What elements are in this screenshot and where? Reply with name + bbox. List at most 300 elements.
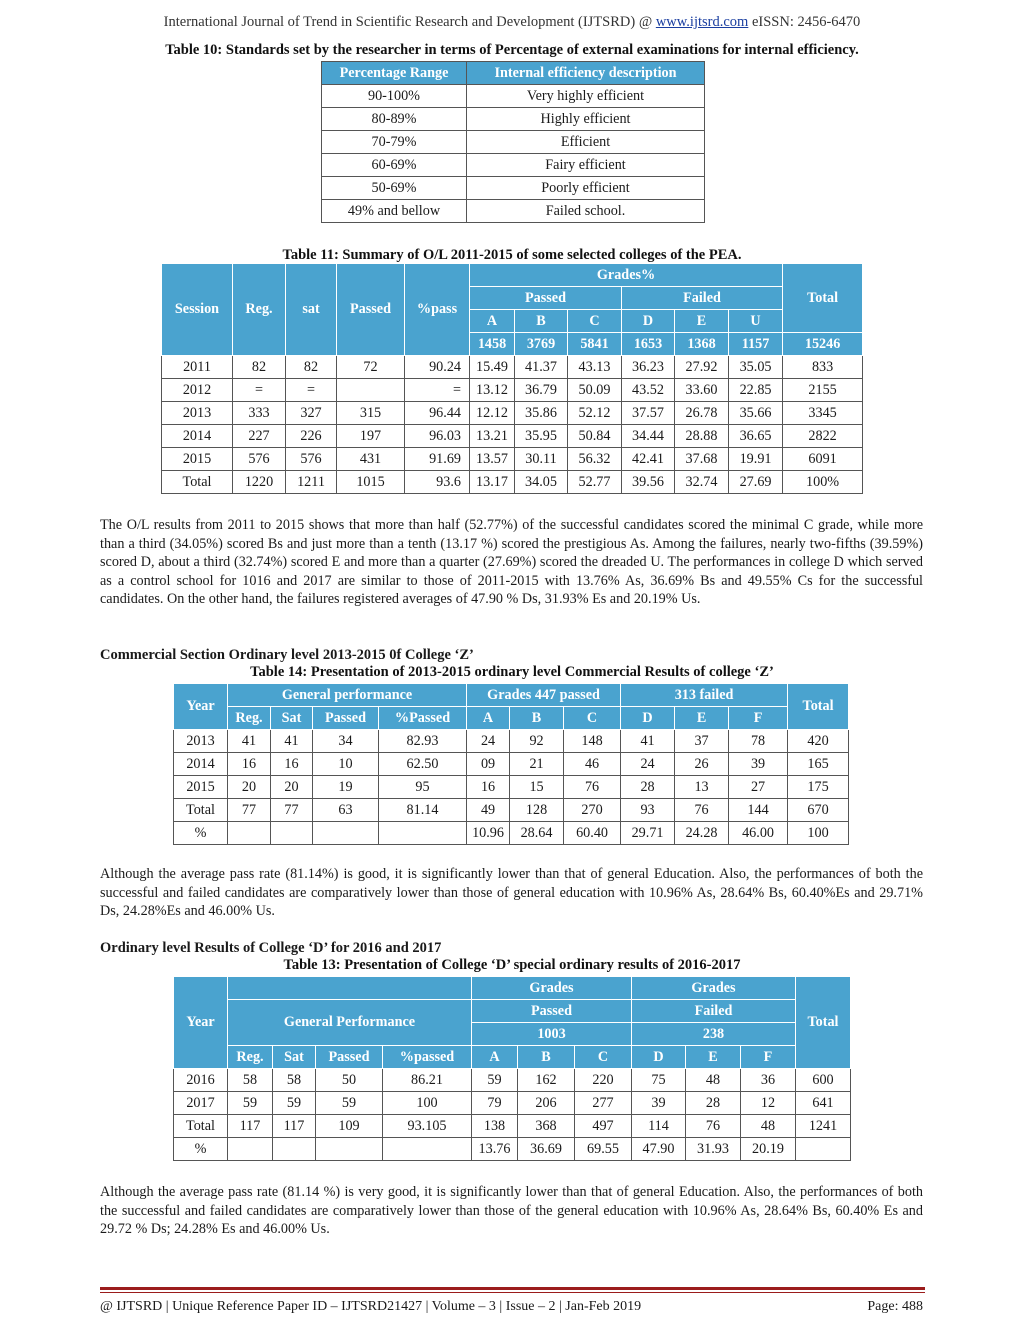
table-cell: 59 <box>316 1092 383 1115</box>
table-cell: 2015 <box>174 776 228 799</box>
table-cell: 333 <box>233 402 286 425</box>
table-cell: 96.44 <box>405 402 470 425</box>
section-commercial: Commercial Section Ordinary level 2013-2015 0f College ‘Z’ <box>100 647 474 663</box>
table-cell: 10.96 <box>467 822 510 845</box>
table-cell: 34 <box>313 730 379 753</box>
table-cell: 13.17 <box>470 471 515 494</box>
table-cell: 76 <box>564 776 621 799</box>
table-cell: 19.91 <box>729 448 783 471</box>
column-group-header: General performance <box>228 684 467 707</box>
table-cell: 75 <box>632 1069 686 1092</box>
column-header: C <box>575 1046 632 1069</box>
table14 <box>173 683 849 845</box>
column-header: Sat <box>273 1046 316 1069</box>
table-cell: 52.12 <box>568 402 622 425</box>
table-cell: 2013 <box>162 402 233 425</box>
table-header-row <box>162 264 863 287</box>
table-cell: 6091 <box>783 448 863 471</box>
column-header: Total <box>796 977 851 1069</box>
table-cell: 93 <box>621 799 675 822</box>
table-cell: 49 <box>467 799 510 822</box>
table10 <box>321 61 705 223</box>
column-header: Total <box>783 264 863 333</box>
column-header: sat <box>286 264 337 356</box>
grade-header: U <box>729 310 783 333</box>
table-cell: 35.05 <box>729 356 783 379</box>
table-cell: 92 <box>510 730 564 753</box>
table-cell: 197 <box>337 425 405 448</box>
column-header: E <box>675 707 729 730</box>
grade-header: C <box>568 310 622 333</box>
table-cell: 93.6 <box>405 471 470 494</box>
table-cell: 27 <box>729 776 788 799</box>
table-cell: = <box>233 379 286 402</box>
table-cell: 36.79 <box>515 379 568 402</box>
table-cell: 270 <box>564 799 621 822</box>
table-row <box>162 402 863 425</box>
column-header: A <box>472 1046 518 1069</box>
table-cell: 27.92 <box>675 356 729 379</box>
table-cell: 63 <box>313 799 379 822</box>
table-cell: 21 <box>510 753 564 776</box>
table-cell: 641 <box>796 1092 851 1115</box>
table-header-row <box>174 707 849 730</box>
table-cell: 47.90 <box>632 1138 686 1161</box>
paragraph-college-d: Although the average pass rate (81.14 %) is very good, it is significantly lower than that of general Education. Also, the performances of both the successful and failed candidates are comparatively lower than those of the general education with 10.96% As, 28.64% Bs, 60.40% Es and 29.72 % Ds; 24.28% Es and 46.00% Us. <box>100 1184 923 1238</box>
table-row <box>162 471 863 494</box>
table-row <box>322 154 705 177</box>
grade-total: 1368 <box>675 333 729 356</box>
table-cell: 497 <box>575 1115 632 1138</box>
table-cell: Efficient <box>467 131 705 154</box>
table-cell: Failed school. <box>467 200 705 223</box>
table-row <box>174 1092 851 1115</box>
page-number: Page: 488 <box>867 1299 923 1314</box>
table-cell: 30.11 <box>515 448 568 471</box>
table-header-row <box>322 62 705 85</box>
table-cell: 35.86 <box>515 402 568 425</box>
table-cell: 19 <box>313 776 379 799</box>
table-cell: 46.00 <box>729 822 788 845</box>
column-group-header: Passed <box>472 1000 632 1023</box>
table-cell: 833 <box>783 356 863 379</box>
table-cell: 226 <box>286 425 337 448</box>
table-cell: 72 <box>337 356 405 379</box>
table-cell: 37.57 <box>622 402 675 425</box>
footer-rule <box>100 1287 925 1290</box>
table-cell: 206 <box>518 1092 575 1115</box>
table-cell: 114 <box>632 1115 686 1138</box>
table-cell: Highly efficient <box>467 108 705 131</box>
table-cell: 95 <box>379 776 467 799</box>
table-cell: 27.69 <box>729 471 783 494</box>
column-header: Year <box>174 684 228 730</box>
table-cell <box>796 1138 851 1161</box>
table-cell <box>316 1138 383 1161</box>
column-group-header: Failed <box>622 287 783 310</box>
table-cell: 91.69 <box>405 448 470 471</box>
table-cell: Total <box>174 799 228 822</box>
column-header: F <box>741 1046 796 1069</box>
table-cell: 41 <box>271 730 313 753</box>
table-cell: 62.50 <box>379 753 467 776</box>
table-cell <box>313 822 379 845</box>
table-cell: 670 <box>788 799 849 822</box>
column-header: %Passed <box>379 707 467 730</box>
table-cell: 41 <box>228 730 271 753</box>
column-header: %pass <box>405 264 470 356</box>
table-cell: 13.12 <box>470 379 515 402</box>
column-header: Passed <box>313 707 379 730</box>
grade-total: 5841 <box>568 333 622 356</box>
table-cell: 39.56 <box>622 471 675 494</box>
table-cell: 10 <box>313 753 379 776</box>
table-cell <box>228 822 271 845</box>
table-cell: 2014 <box>162 425 233 448</box>
table14-caption: Table 14: Presentation of 2013-2015 ordinary level Commercial Results of college ‘Z’ <box>250 664 774 680</box>
column-header: C <box>564 707 621 730</box>
table-cell: 80-89% <box>322 108 467 131</box>
table13-caption: Table 13: Presentation of College ‘D’ special ordinary results of 2016-2017 <box>283 957 741 973</box>
table-cell: 37.68 <box>675 448 729 471</box>
table-cell: 227 <box>233 425 286 448</box>
table-cell: 100 <box>788 822 849 845</box>
table-cell: 2012 <box>162 379 233 402</box>
table-cell: 36.23 <box>622 356 675 379</box>
column-header: Internal efficiency description <box>467 62 705 85</box>
table-cell: 41.37 <box>515 356 568 379</box>
table-cell: 81.14 <box>379 799 467 822</box>
table-row <box>162 448 863 471</box>
table-cell: 24 <box>467 730 510 753</box>
table-cell: 220 <box>575 1069 632 1092</box>
column-header: A <box>467 707 510 730</box>
table-cell: 24 <box>621 753 675 776</box>
table-header-row <box>174 1046 851 1069</box>
table-cell: 58 <box>228 1069 273 1092</box>
table-cell: 86.21 <box>383 1069 472 1092</box>
table-row <box>174 753 849 776</box>
table-cell: % <box>174 1138 228 1161</box>
table-cell: 50 <box>316 1069 383 1092</box>
table-cell: 29.71 <box>621 822 675 845</box>
table-cell: 100% <box>783 471 863 494</box>
table-cell: 50.09 <box>568 379 622 402</box>
table-cell: 34.44 <box>622 425 675 448</box>
table-cell: 20 <box>228 776 271 799</box>
column-header: Year <box>174 977 228 1069</box>
table-cell: 22.85 <box>729 379 783 402</box>
failed-total: 238 <box>632 1023 796 1046</box>
table-cell: % <box>174 822 228 845</box>
grade-header: B <box>515 310 568 333</box>
table-cell: 26 <box>675 753 729 776</box>
column-header: B <box>510 707 564 730</box>
grade-total: 1458 <box>470 333 515 356</box>
table-cell: 20 <box>271 776 313 799</box>
table-row <box>322 131 705 154</box>
table-header-row <box>174 977 851 1000</box>
table-row <box>322 200 705 223</box>
table-cell <box>383 1138 472 1161</box>
table-cell: 2017 <box>174 1092 228 1115</box>
table-cell: 93.105 <box>383 1115 472 1138</box>
table-cell: 59 <box>228 1092 273 1115</box>
table-cell: 128 <box>510 799 564 822</box>
table-cell: 46 <box>564 753 621 776</box>
table10-caption: Table 10: Standards set by the researcher in terms of Percentage of external examinations for internal efficiency. <box>165 42 859 58</box>
table-row <box>174 1115 851 1138</box>
column-header: Reg. <box>228 1046 273 1069</box>
table-cell: 96.03 <box>405 425 470 448</box>
grade-header: D <box>622 310 675 333</box>
table-cell: 43.13 <box>568 356 622 379</box>
table-cell: 34.05 <box>515 471 568 494</box>
table-cell: 56.32 <box>568 448 622 471</box>
table-cell: 82.93 <box>379 730 467 753</box>
section-college-d: Ordinary level Results of College ‘D’ for 2016 and 2017 <box>100 940 442 956</box>
table-cell: 49% and bellow <box>322 200 467 223</box>
table-cell: 1211 <box>286 471 337 494</box>
column-group-header: Passed <box>470 287 622 310</box>
table-row <box>174 776 849 799</box>
table-cell: Fairy efficient <box>467 154 705 177</box>
table-cell: 3345 <box>783 402 863 425</box>
table-cell: 12 <box>741 1092 796 1115</box>
table-cell: 32.74 <box>675 471 729 494</box>
grade-total: 15246 <box>783 333 863 356</box>
table-cell <box>273 1138 316 1161</box>
table11 <box>161 263 863 494</box>
column-group-header: Grades <box>632 977 796 1000</box>
column-header: Passed <box>337 264 405 356</box>
column-header: Percentage Range <box>322 62 467 85</box>
table-cell: 76 <box>675 799 729 822</box>
table-cell: 60.40 <box>564 822 621 845</box>
table-cell: 37 <box>675 730 729 753</box>
table-cell: 36.65 <box>729 425 783 448</box>
table-cell: 48 <box>741 1115 796 1138</box>
table-cell: 35.95 <box>515 425 568 448</box>
table-cell: 70-79% <box>322 131 467 154</box>
table-cell: 48 <box>686 1069 741 1092</box>
table-cell: 13.21 <box>470 425 515 448</box>
column-group-header: General Performance <box>228 1000 472 1046</box>
table-cell: 82 <box>233 356 286 379</box>
table-cell: 16 <box>271 753 313 776</box>
table-cell: 109 <box>316 1115 383 1138</box>
table-cell <box>337 379 405 402</box>
table-cell: 165 <box>788 753 849 776</box>
table-cell: 90.24 <box>405 356 470 379</box>
table-cell: 15 <box>510 776 564 799</box>
table-cell: 26.78 <box>675 402 729 425</box>
table-cell: 2822 <box>783 425 863 448</box>
table-cell: 50.84 <box>568 425 622 448</box>
table-cell: 15.49 <box>470 356 515 379</box>
table-cell: 368 <box>518 1115 575 1138</box>
table-cell: 76 <box>686 1115 741 1138</box>
table-cell: 39 <box>632 1092 686 1115</box>
table-row <box>174 799 849 822</box>
grade-total: 3769 <box>515 333 568 356</box>
table-cell: 41 <box>621 730 675 753</box>
grade-total: 1157 <box>729 333 783 356</box>
table-cell: 2013 <box>174 730 228 753</box>
table-row <box>322 108 705 131</box>
table-cell: 117 <box>228 1115 273 1138</box>
table-cell: 576 <box>286 448 337 471</box>
table-cell: 28 <box>686 1092 741 1115</box>
table-cell: 16 <box>228 753 271 776</box>
column-header: Passed <box>316 1046 383 1069</box>
grade-header: E <box>675 310 729 333</box>
footer-reference: @ IJTSRD | Unique Reference Paper ID – IJTSRD21427 | Volume – 3 | Issue – 2 | Jan-Feb 2019 <box>100 1299 642 1314</box>
table-cell: 2015 <box>162 448 233 471</box>
table-cell: 327 <box>286 402 337 425</box>
table-cell: 13.76 <box>472 1138 518 1161</box>
table-cell: 2014 <box>174 753 228 776</box>
table-cell: 2016 <box>174 1069 228 1092</box>
table-cell: 59 <box>273 1092 316 1115</box>
table-cell: 82 <box>286 356 337 379</box>
table-cell: 277 <box>575 1092 632 1115</box>
table-cell: 600 <box>796 1069 851 1092</box>
table-cell: 28.88 <box>675 425 729 448</box>
table-cell: 69.55 <box>575 1138 632 1161</box>
table-cell: Poorly efficient <box>467 177 705 200</box>
table-cell: 13 <box>675 776 729 799</box>
column-group-header: Grades% <box>470 264 783 287</box>
table-cell: 90-100% <box>322 85 467 108</box>
table11-caption: Table 11: Summary of O/L 2011-2015 of some selected colleges of the PEA. <box>282 247 742 263</box>
table-cell: 1015 <box>337 471 405 494</box>
table-cell: 24.28 <box>675 822 729 845</box>
table-cell: 138 <box>472 1115 518 1138</box>
table-cell: Total <box>162 471 233 494</box>
column-group-header: Failed <box>632 1000 796 1023</box>
table-cell: 148 <box>564 730 621 753</box>
table-cell: 28 <box>621 776 675 799</box>
issn: eISSN: 2456-6470 <box>751 14 861 30</box>
table-cell: = <box>286 379 337 402</box>
table-cell: 144 <box>729 799 788 822</box>
table-cell: 77 <box>228 799 271 822</box>
page-header <box>0 14 1024 31</box>
paragraph-ol-results: The O/L results from 2011 to 2015 shows that more than half (52.77%) of the successful candidates scored the minimal C grade, while more than a third (34.05%) scored Bs and just more than a tenth (13.17 %) scored the prestigious As. Among the failures, nearly two-fifths (39.59%) scored D, about a third (32.74%) scored E and more than a quarter (27.69%) scored the dreaded U. The performances in college D which served as a control school for 1016 and 2017 are similar to those of 2011-2015 with 13.76% As, 36.69% Bs and 49.55% Cs for the successful candidates. On the other hand, the failures registered averages of 47.90 % Ds, 31.93% Es and 20.19% Us. <box>100 517 923 608</box>
table-row <box>162 356 863 379</box>
table-row <box>174 730 849 753</box>
table-cell: 60-69% <box>322 154 467 177</box>
grade-header: A <box>470 310 515 333</box>
column-header: Reg. <box>233 264 286 356</box>
table-cell: 2155 <box>783 379 863 402</box>
table-cell: 162 <box>518 1069 575 1092</box>
table-cell: 36.69 <box>518 1138 575 1161</box>
table-cell: 100 <box>383 1092 472 1115</box>
table-cell: 12.12 <box>470 402 515 425</box>
table-cell: 1241 <box>796 1115 851 1138</box>
table-cell: 431 <box>337 448 405 471</box>
table13 <box>173 976 851 1161</box>
table-cell: 59 <box>472 1069 518 1092</box>
table-cell: 175 <box>788 776 849 799</box>
table-cell: 20.19 <box>741 1138 796 1161</box>
paragraph-commercial: Although the average pass rate (81.14%) is good, it is significantly lower than that of general Education. Also, the performances of both the successful and failed candidates are comparatively lower than those of general education with 10.96% As, 28.64% Bs, 60.40%Es and 29.71% Ds, 24.28%Es and 46.00% Us. <box>100 866 923 920</box>
column-header: E <box>686 1046 741 1069</box>
table-header-row <box>174 684 849 707</box>
table-cell: 33.60 <box>675 379 729 402</box>
table-cell: 43.52 <box>622 379 675 402</box>
table-cell <box>379 822 467 845</box>
table-cell: 42.41 <box>622 448 675 471</box>
table-cell: 16 <box>467 776 510 799</box>
table-cell: 13.57 <box>470 448 515 471</box>
table-cell: 31.93 <box>686 1138 741 1161</box>
column-header: Sat <box>271 707 313 730</box>
table-row <box>322 177 705 200</box>
table-cell <box>228 1138 273 1161</box>
table-cell: 2011 <box>162 356 233 379</box>
column-header: D <box>621 707 675 730</box>
table-header-row <box>174 1000 851 1023</box>
column-header: B <box>518 1046 575 1069</box>
table-row <box>174 1069 851 1092</box>
table-row <box>162 425 863 448</box>
header-blank <box>228 977 472 1000</box>
passed-total: 1003 <box>472 1023 632 1046</box>
table-cell: 78 <box>729 730 788 753</box>
column-header: D <box>632 1046 686 1069</box>
grade-total: 1653 <box>622 333 675 356</box>
table-row <box>322 85 705 108</box>
table-cell: 1220 <box>233 471 286 494</box>
column-header: Session <box>162 264 233 356</box>
column-header: Total <box>788 684 849 730</box>
table-cell: 117 <box>273 1115 316 1138</box>
journal-link[interactable]: www.ijtsrd.com <box>655 14 749 30</box>
table-cell: 315 <box>337 402 405 425</box>
table-cell: 77 <box>271 799 313 822</box>
footer-rule-thin <box>100 1292 925 1293</box>
table-row <box>174 822 849 845</box>
table-cell: 420 <box>788 730 849 753</box>
table-cell: 576 <box>233 448 286 471</box>
table-cell: 39 <box>729 753 788 776</box>
table-cell: 50-69% <box>322 177 467 200</box>
table-cell: 58 <box>273 1069 316 1092</box>
table-cell: 28.64 <box>510 822 564 845</box>
table-cell <box>271 822 313 845</box>
table-cell: 35.66 <box>729 402 783 425</box>
table-cell: 52.77 <box>568 471 622 494</box>
column-header: %passed <box>383 1046 472 1069</box>
journal-name: International Journal of Trend in Scientific Research and Development (IJTSRD) @ <box>163 14 653 30</box>
column-header: F <box>729 707 788 730</box>
table-cell: 36 <box>741 1069 796 1092</box>
table-cell: 79 <box>472 1092 518 1115</box>
table-cell: 09 <box>467 753 510 776</box>
table-row <box>174 1138 851 1161</box>
column-group-header: Grades 447 passed <box>467 684 621 707</box>
column-group-header: 313 failed <box>621 684 788 707</box>
column-header: Reg. <box>228 707 271 730</box>
table-cell: Total <box>174 1115 228 1138</box>
table-cell: = <box>405 379 470 402</box>
table-cell: Very highly efficient <box>467 85 705 108</box>
table-row <box>162 379 863 402</box>
column-group-header: Grades <box>472 977 632 1000</box>
